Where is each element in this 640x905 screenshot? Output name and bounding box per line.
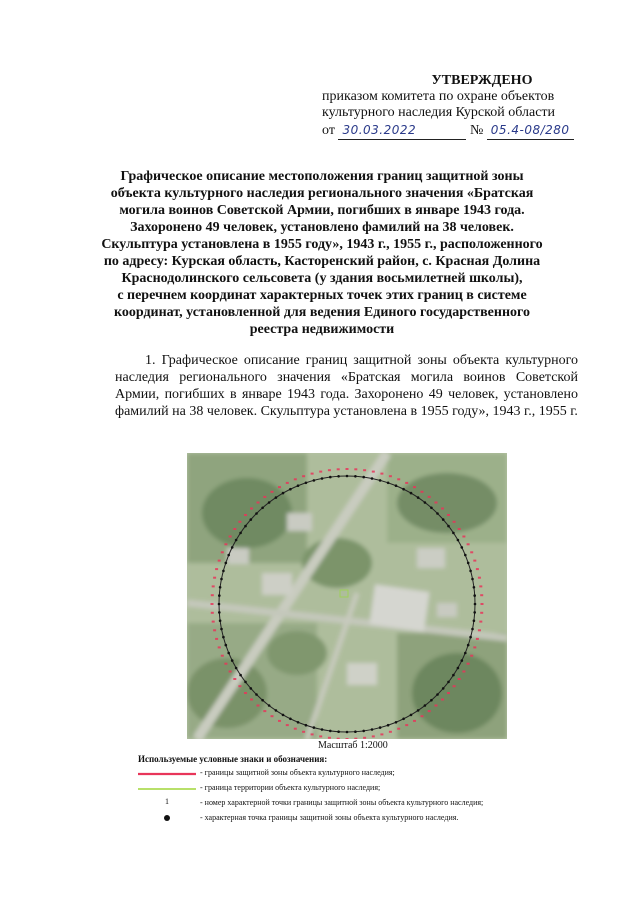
title-line: реестра недвижимости	[249, 322, 395, 337]
point-number-mark	[413, 486, 416, 488]
title-line: координат, установленной для ведения Единого государственного	[113, 305, 531, 320]
point-number-mark	[421, 491, 424, 493]
boundary-point	[219, 619, 222, 622]
boundary-point	[469, 636, 472, 639]
point-number-mark	[389, 475, 392, 477]
boundary-point	[219, 586, 222, 589]
boundary-point	[231, 659, 234, 662]
boundary-point	[255, 512, 258, 515]
boundary-point	[305, 724, 308, 727]
boundary-point	[282, 714, 285, 717]
point-number-mark	[481, 603, 484, 605]
boundary-point	[321, 728, 324, 731]
point-number-mark	[413, 720, 416, 722]
boundary-point	[244, 681, 247, 684]
boundary-point	[337, 475, 340, 478]
number-label: №	[469, 123, 484, 138]
point-number-mark	[428, 496, 431, 498]
point-number-mark	[447, 514, 450, 516]
point-number-mark	[389, 731, 392, 733]
point-number-mark	[233, 528, 236, 530]
pink-line-symbol	[138, 768, 196, 780]
approval-stamp	[322, 73, 602, 140]
section-paragraph	[115, 352, 578, 420]
point-number-mark	[470, 551, 473, 553]
point-number-mark	[311, 733, 314, 735]
legend-text: - границы защитной зоны объекта культурного наследия;	[200, 768, 395, 777]
point-number-mark	[480, 612, 483, 614]
boundary-point	[289, 488, 292, 491]
point-number-mark	[244, 692, 247, 694]
boundary-point	[410, 492, 413, 495]
handwritten-number: 05.4-08/280	[490, 123, 570, 137]
boundary-point	[464, 554, 467, 557]
point-number-mark	[458, 678, 461, 680]
point-number-mark	[211, 594, 214, 596]
boundary-point	[235, 539, 238, 542]
boundary-point	[227, 554, 230, 557]
boundary-point	[424, 501, 427, 504]
title-line: Захоронено 49 человек, установлено фамилий на 38 человек.	[130, 220, 514, 235]
point-number-mark	[311, 473, 314, 475]
boundary-point	[402, 718, 405, 721]
boundary-point	[261, 699, 264, 702]
boundary-point	[387, 724, 390, 727]
point-number-mark	[250, 508, 253, 510]
boundary-point	[471, 578, 474, 581]
boundary-point	[329, 730, 332, 733]
boundary-point	[379, 726, 382, 729]
point-number-mark	[263, 710, 266, 712]
boundary-point	[467, 644, 470, 647]
boundary-point	[225, 562, 228, 565]
point-number-mark	[453, 685, 456, 687]
point-number-mark	[328, 737, 331, 739]
boundary-point	[430, 699, 433, 702]
point-number-mark	[372, 735, 375, 737]
boundary-point	[457, 539, 460, 542]
point-number-mark	[319, 735, 322, 737]
point-number-mark	[354, 738, 357, 739]
point-number-mark	[257, 705, 260, 707]
document-title	[92, 168, 552, 338]
point-number-mark	[238, 521, 241, 523]
boundary-point	[447, 525, 450, 528]
point-number-mark	[476, 568, 479, 570]
boundary-point	[471, 628, 474, 631]
point-number-mark	[428, 710, 431, 712]
point-number-mark	[421, 715, 424, 717]
point-number-mark	[224, 663, 227, 665]
approval-line-1: приказом комитета по охране объектов	[322, 89, 555, 104]
boundary-point	[250, 518, 253, 521]
boundary-point	[452, 674, 455, 677]
boundary-point	[354, 730, 357, 733]
point-number-mark	[278, 486, 281, 488]
boundary-point	[464, 652, 467, 655]
boundary-point	[218, 603, 221, 606]
point-number-mark	[328, 469, 331, 471]
point-number-mark	[218, 646, 221, 648]
legend-text: - граница территории объекта культурного наследия;	[200, 783, 381, 792]
point-number-mark	[441, 699, 444, 701]
point-number-mark	[233, 678, 236, 680]
boundary-point	[346, 731, 349, 734]
point-number-mark	[221, 551, 224, 553]
boundary-point	[474, 603, 477, 606]
paragraph-text: 1. Графическое описание границ защитной зоны объекта культурного наследия регионального значения «Братская могила воинов Советской Армии, погибших в январе 1943 года. Захоронено 49 человек, установлено фамилий на 38 человек. Скульптура установлена в 1955 году», 1943 г., 1955 г.	[115, 353, 578, 419]
boundary-point	[436, 512, 439, 515]
boundary-point	[218, 594, 221, 597]
point-number-mark	[213, 577, 216, 579]
boundary-point	[239, 674, 242, 677]
point-number-mark	[397, 478, 400, 480]
boundary-point	[473, 586, 476, 589]
point-number-mark	[479, 621, 482, 623]
point-number-mark	[453, 521, 456, 523]
boundary-point	[268, 704, 271, 707]
boundary-point	[275, 709, 278, 712]
point-number-mark	[278, 720, 281, 722]
point-number-mark	[478, 577, 481, 579]
boundary-point	[395, 484, 398, 487]
point-number-mark	[213, 629, 216, 631]
point-number-mark	[473, 646, 476, 648]
boundary-point	[442, 687, 445, 690]
point-number-mark	[462, 536, 465, 538]
boundary-point	[275, 496, 278, 499]
boundary-point	[457, 667, 460, 670]
approval-date-number	[322, 122, 602, 140]
point-number-mark	[380, 733, 383, 735]
point-number-mark	[354, 468, 357, 470]
point-number-mark	[462, 671, 465, 673]
point-number-mark	[215, 638, 218, 640]
point-number-mark	[346, 468, 349, 470]
point-number-mark	[380, 473, 383, 475]
boundary-point	[362, 476, 365, 479]
point-number-mark	[447, 692, 450, 694]
point-number-mark	[212, 621, 215, 623]
boundary-point	[467, 562, 470, 565]
approval-heading: УТВЕРЖДЕНО	[431, 73, 533, 88]
from-label: от	[322, 123, 335, 138]
dot-symbol	[138, 813, 196, 825]
point-number-mark	[302, 475, 305, 477]
boundary-point	[231, 546, 234, 549]
boundary-point	[289, 718, 292, 721]
legend-text: - характерная точка границы защитной зоны объекта культурного наследия.	[200, 813, 459, 822]
point-number-mark	[271, 491, 274, 493]
point-number-mark	[224, 543, 227, 545]
point-number-mark	[271, 715, 274, 717]
title-line: объекта культурного наследия регионального значения «Братская	[110, 186, 534, 201]
boundary-point	[235, 667, 238, 670]
number-field	[487, 122, 574, 140]
boundary-point	[402, 488, 405, 491]
point-number-mark	[302, 731, 305, 733]
boundary-point	[337, 730, 340, 733]
boundary-point	[371, 728, 374, 731]
point-number-mark	[458, 528, 461, 530]
point-number-mark	[467, 543, 470, 545]
point-number-mark	[244, 514, 247, 516]
boundary-point	[261, 507, 264, 510]
point-number-mark	[286, 482, 289, 484]
point-number-mark	[363, 737, 366, 739]
boundary-point	[297, 721, 300, 724]
point-number-mark	[337, 468, 340, 470]
point-number-mark	[263, 496, 266, 498]
point-number-mark	[480, 594, 483, 596]
aerial-imagery	[187, 453, 507, 739]
point-number-mark	[212, 585, 215, 587]
boundary-point	[220, 628, 223, 631]
date-field	[338, 122, 466, 140]
point-number-mark	[479, 585, 482, 587]
point-number-mark	[257, 502, 260, 504]
title-line: Графическое описание местоположения границ защитной зоны	[120, 169, 524, 184]
aerial-map	[187, 453, 507, 739]
point-number-mark	[229, 671, 232, 673]
point-number-mark	[473, 560, 476, 562]
point-number-mark	[441, 508, 444, 510]
boundary-point	[362, 730, 365, 733]
point-number-mark	[238, 685, 241, 687]
point-number-mark	[363, 469, 366, 471]
boundary-point	[255, 693, 258, 696]
point-number-mark	[218, 560, 221, 562]
title-line: Скульптура установлена в 1955 году», 1943 г., 1955 г., расположенного	[101, 237, 543, 252]
point-number-mark	[405, 724, 408, 726]
boundary-point	[346, 475, 349, 478]
point-number-mark	[467, 663, 470, 665]
boundary-point	[452, 532, 455, 535]
boundary-point	[447, 681, 450, 684]
point-number-mark	[337, 738, 340, 739]
point-number-mark	[372, 471, 375, 473]
boundary-point	[410, 714, 413, 717]
boundary-point	[469, 570, 472, 573]
map-scale: Масштаб 1:2000	[318, 740, 388, 751]
boundary-point	[379, 479, 382, 482]
boundary-point	[354, 475, 357, 478]
boundary-point	[239, 532, 242, 535]
point-number-mark	[221, 655, 224, 657]
point-number-mark	[229, 536, 232, 538]
legend-text: - номер характерной точки границы защитной зоны объекта культурного наследия;	[200, 798, 484, 807]
boundary-point	[417, 496, 420, 499]
boundary-point	[268, 501, 271, 504]
boundary-point	[473, 611, 476, 614]
boundary-point	[297, 484, 300, 487]
legend-title: Используемые условные знаки и обозначения:	[138, 754, 328, 764]
point-number-mark	[397, 728, 400, 730]
boundary-point	[473, 619, 476, 622]
boundary-point	[321, 477, 324, 480]
point-number-mark	[294, 728, 297, 730]
title-line: могила воинов Советской Армии, погибших в январе 1943 года.	[119, 203, 525, 218]
boundary-point	[227, 652, 230, 655]
point-number-mark	[478, 629, 481, 631]
boundary-point	[473, 594, 476, 597]
boundary-point	[305, 482, 308, 485]
point-number-mark	[211, 612, 214, 614]
boundary-point	[282, 492, 285, 495]
title-line: по адресу: Курская область, Касторенский район, с. Красная Долина	[103, 254, 541, 269]
boundary-point	[313, 726, 316, 729]
point-number-mark	[294, 478, 297, 480]
map-canvas	[187, 453, 507, 739]
boundary-point	[387, 482, 390, 485]
boundary-point	[220, 578, 223, 581]
boundary-point	[461, 546, 464, 549]
title-line: с перечнем координат характерных точек этих границ в системе	[117, 288, 527, 303]
title-line: Краснодолинского сельсовета (у здания восьмилетней школы),	[121, 271, 523, 286]
boundary-point	[222, 570, 225, 573]
point-number-mark	[435, 502, 438, 504]
boundary-point	[461, 659, 464, 662]
point-number-mark	[405, 482, 408, 484]
point-number-mark	[211, 603, 214, 605]
boundary-point	[417, 709, 420, 712]
point-number-mark	[346, 738, 349, 739]
point-number-symbol: 1	[165, 797, 169, 806]
point-number-mark	[319, 471, 322, 473]
boundary-point	[371, 477, 374, 480]
boundary-point	[395, 721, 398, 724]
point-number-mark	[476, 638, 479, 640]
handwritten-date: 30.03.2022	[342, 123, 417, 137]
boundary-point	[244, 525, 247, 528]
point-number-mark	[250, 699, 253, 701]
point-number-mark	[215, 568, 218, 570]
boundary-point	[430, 507, 433, 510]
point-number-mark	[435, 705, 438, 707]
boundary-point	[313, 479, 316, 482]
boundary-point	[218, 611, 221, 614]
point-number-mark	[470, 655, 473, 657]
boundary-point	[222, 636, 225, 639]
boundary-point	[436, 693, 439, 696]
boundary-point	[442, 518, 445, 521]
green-line-symbol	[138, 783, 196, 795]
approval-line-2: культурного наследия Курской области	[322, 105, 556, 120]
boundary-point	[424, 704, 427, 707]
point-number-mark	[286, 724, 289, 726]
boundary-point	[225, 644, 228, 647]
boundary-point	[329, 476, 332, 479]
boundary-point	[250, 687, 253, 690]
